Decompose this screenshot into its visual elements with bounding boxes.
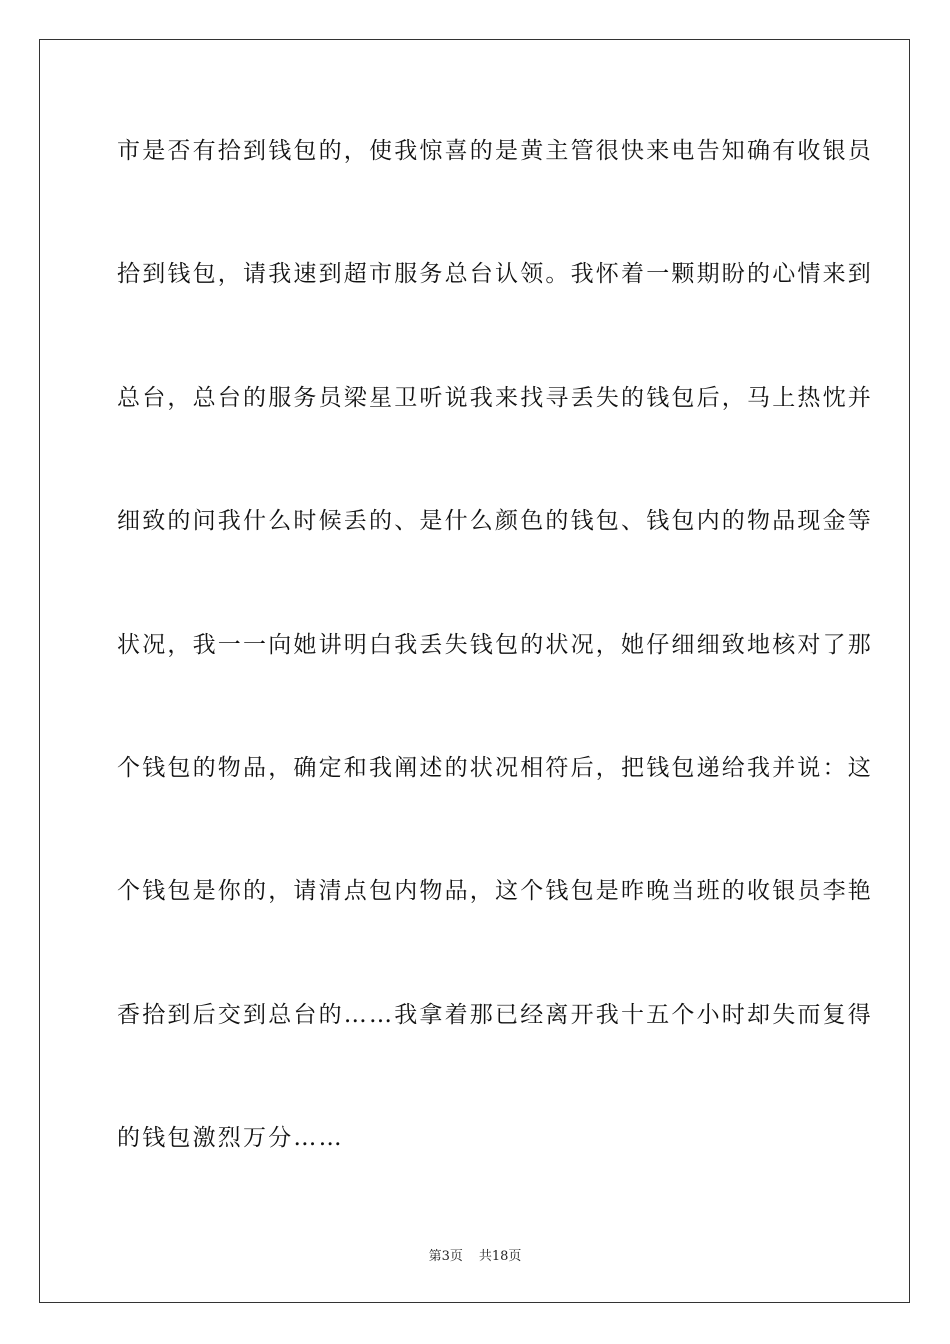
page-footer <box>0 1247 950 1267</box>
paragraph-line: 拾到钱包，请我速到超市服务总台认领。我怀着一颗期盼的心情来到 <box>117 261 873 288</box>
paragraph-line: 总台，总台的服务员梁星卫听说我来找寻丢失的钱包后，马上热忱并 <box>117 384 873 411</box>
paragraph-line: 个钱包的物品，确定和我阐述的状况相符后，把钱包递给我并说：这 <box>117 754 873 781</box>
paragraph-line: 的钱包激烈万分…… <box>117 1125 344 1152</box>
page-total: 共18页 <box>478 1249 522 1264</box>
document-body <box>117 123 873 1234</box>
paragraph-line: 香拾到后交到总台的……我拿着那已经离开我十五个小时却失而复得 <box>117 1001 873 1028</box>
paragraph-line: 市是否有拾到钱包的，使我惊喜的是黄主管很快来电告知确有收银员 <box>117 138 873 164</box>
page-number: 第3页 <box>428 1249 463 1264</box>
paragraph-line: 细致的问我什么时候丢的、是什么颜色的钱包、钱包内的物品现金等 <box>117 508 873 535</box>
paragraph-line: 个钱包是你的，请清点包内物品，这个钱包是昨晚当班的收银员李艳 <box>117 878 873 905</box>
paragraph-line: 状况，我一一向她讲明白我丢失钱包的状况，她仔细细致地核对了那 <box>117 631 873 658</box>
